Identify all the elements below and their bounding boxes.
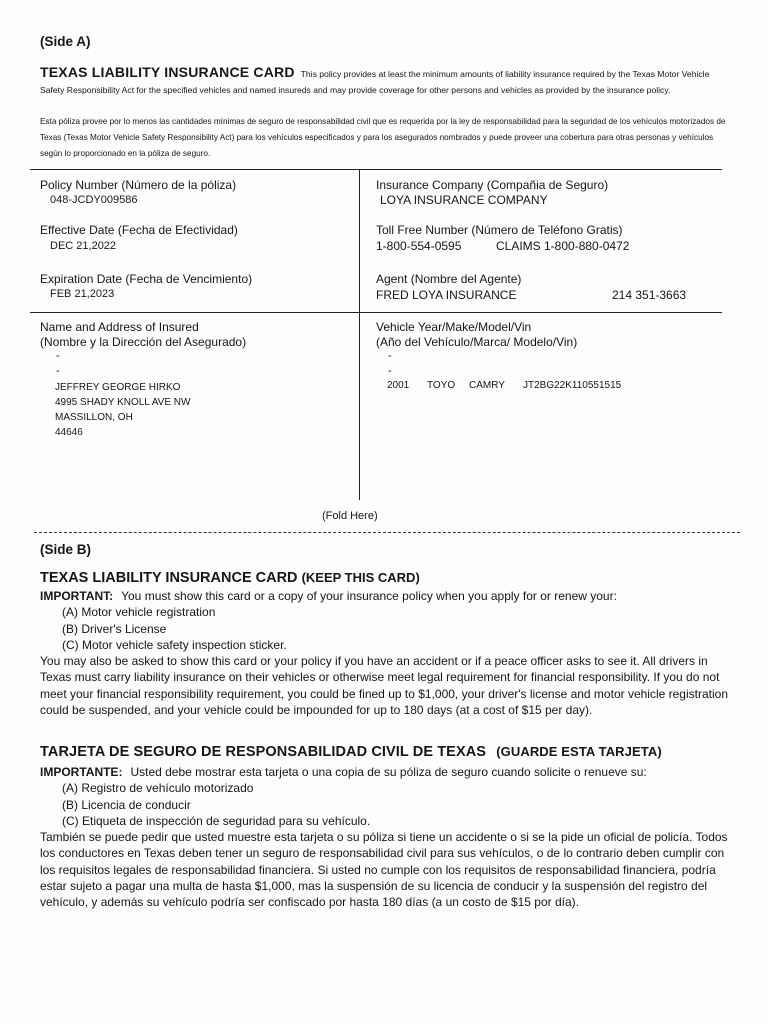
insured-label-es: (Nombre y la Dirección del Asegurado) [40,335,247,349]
insured-dash-2: - [56,365,60,377]
card-column-divider [359,170,360,500]
expiration-date-value: FEB 21,2023 [50,288,115,300]
vehicle-make: TOYO [427,380,456,391]
toll-free-number: 1-800-554-0595 [376,239,462,253]
vehicle-dash-2: - [388,365,392,377]
side-b-body-en [40,588,740,718]
agent-name: FRED LOYA INSURANCE [376,288,517,302]
agent-label: Agent (Nombre del Agente) [376,272,522,286]
vehicle-vin: JT2BG22K110551515 [523,380,622,391]
side-a-intro-en: This policy provides at least the minimum amounts of liability insurance required by the Texas Motor Vehicle Safety Responsibility Act for the specified vehicles and named insureds and may provide coverage for other persons and vehicles as provided by the insurance policy. [40,69,710,96]
side-b-title-en [40,570,420,586]
item-en-c: (C) Motor vehicle safety inspection sticker. [62,637,287,652]
insured-label-en: Name and Address of Insured [40,320,199,334]
claims-number: CLAIMS 1-800-880-0472 [496,239,630,253]
paragraph-en: You may also be asked to show this card or your policy if you have an accident or if a peace officer asks to see it. All drivers in Texas must carry liability insurance on their vehicles or otherwise meet legal requirement for financial responsibility. If you do not meet your financial responsibility requirement, you could be fined up to $1,000, your driver's license and motor vehicle registration could be suspended, and your vehicle could be impounded for up to 180 days (at a cost of $15 per day). [40,654,728,718]
important-es-lead: IMPORTANTE: [40,765,123,779]
side-a-title: TEXAS LIABILITY INSURANCE CARD [40,64,295,80]
title-en-text: TEXAS LIABILITY INSURANCE CARD [40,570,298,586]
insured-dash-1: - [56,350,60,362]
insured-street: 4995 SHADY KNOLL AVE NW [55,397,191,408]
side-a-intro [40,64,730,98]
policy-number-value: 048-JCDY009586 [50,194,138,206]
important-es [40,764,740,780]
insurance-company-value: LOYA INSURANCE COMPANY [380,193,548,207]
insured-name: JEFFREY GEORGE HIRKO [55,382,181,393]
vehicle-label-es: (Año del Vehículo/Marca/ Modelo/Vin) [376,335,578,349]
important-es-text: Usted debe mostrar esta tarjeta o una copia de su póliza de seguro cuando solicite o renueve su: [130,765,647,779]
item-en-a: (A) Motor vehicle registration [62,605,216,620]
toll-free-label: Toll Free Number (Número de Teléfono Gratis) [376,223,623,237]
side-a-intro-es: Esta póliza provee por lo menos las cantidades mínimas de seguro de responsabilidad civil que es requerida por la ley de responsabilidad para la seguridad de los vehículos motorizados de Texas (Texas Motor Vehicle Safety Responsibility Act) para los vehículos especificados y para los asegurados nombrados y puede proveer una cobertura para otras personas y vehículos según lo proporcionado en la póliza de seguro. [40,117,726,158]
side-b-body-es [40,764,740,911]
card-top-rule [30,169,722,170]
vehicle-dash-1: - [388,350,392,362]
agent-phone: 214 351-3663 [612,288,687,302]
item-en-b: (B) Driver's License [62,621,167,636]
side-a-label: (Side A) [40,34,91,49]
item-es-c: (C) Etiqueta de inspección de seguridad para su vehículo. [62,813,371,828]
title-es-note: (GUARDE ESTA TARJETA) [496,744,662,759]
insured-zip: 44646 [55,427,83,438]
effective-date-label: Effective Date (Fecha de Efectividad) [40,223,238,237]
effective-date-value: DEC 21,2022 [50,240,117,252]
side-b-label: (Side B) [40,542,92,557]
important-en-text: You must show this card or a copy of your insurance policy when you apply for or renew your: [121,589,617,603]
fold-line [34,532,740,533]
vehicle-year: 2001 [387,380,410,391]
vehicle-label-en: Vehicle Year/Make/Model/Vin [376,320,532,334]
card-middle-rule [30,312,722,313]
title-en-note: (KEEP THIS CARD) [301,570,420,585]
vehicle-model: CAMRY [469,380,505,391]
title-es-text: TARJETA DE SEGURO DE RESPONSABILIDAD CIVIL DE TEXAS [40,744,487,760]
insured-city: MASSILLON, OH [55,412,133,423]
side-b-title-es [40,744,662,760]
item-es-b: (B) Licencia de conducir [62,797,191,812]
insurance-company-label: Insurance Company (Compañia de Seguro) [376,178,609,192]
important-en [40,588,740,604]
policy-number-label: Policy Number (Número de la póliza) [40,178,237,192]
fold-here-label: (Fold Here) [322,510,378,522]
expiration-date-label: Expiration Date (Fecha de Vencimiento) [40,272,253,286]
important-en-lead: IMPORTANT: [40,589,114,603]
paragraph-es: También se puede pedir que usted muestre esta tarjeta o su póliza si tiene un accidente o si se la pide un oficial de policía. Todos los conductores en Texas deben tener un seguro de responsabilidad civil para sus vehículos, o de lo contrario deben cumplir con los requisitos legales de responsabilidad financiera. Si usted no cumple con los requisitos de responsabilidad financiera, podría estar sujeto a pagar una multa de hasta $1,000, mas la suspensión de su licencia de conducir y la suspensión del registro del vehículo, y además su vehículo podría ser confiscado por hasta 180 días (a un costo de $15 por día). [40,830,728,910]
item-es-a: (A) Registro de vehículo motorizado [62,781,254,796]
insured-address [55,380,190,440]
